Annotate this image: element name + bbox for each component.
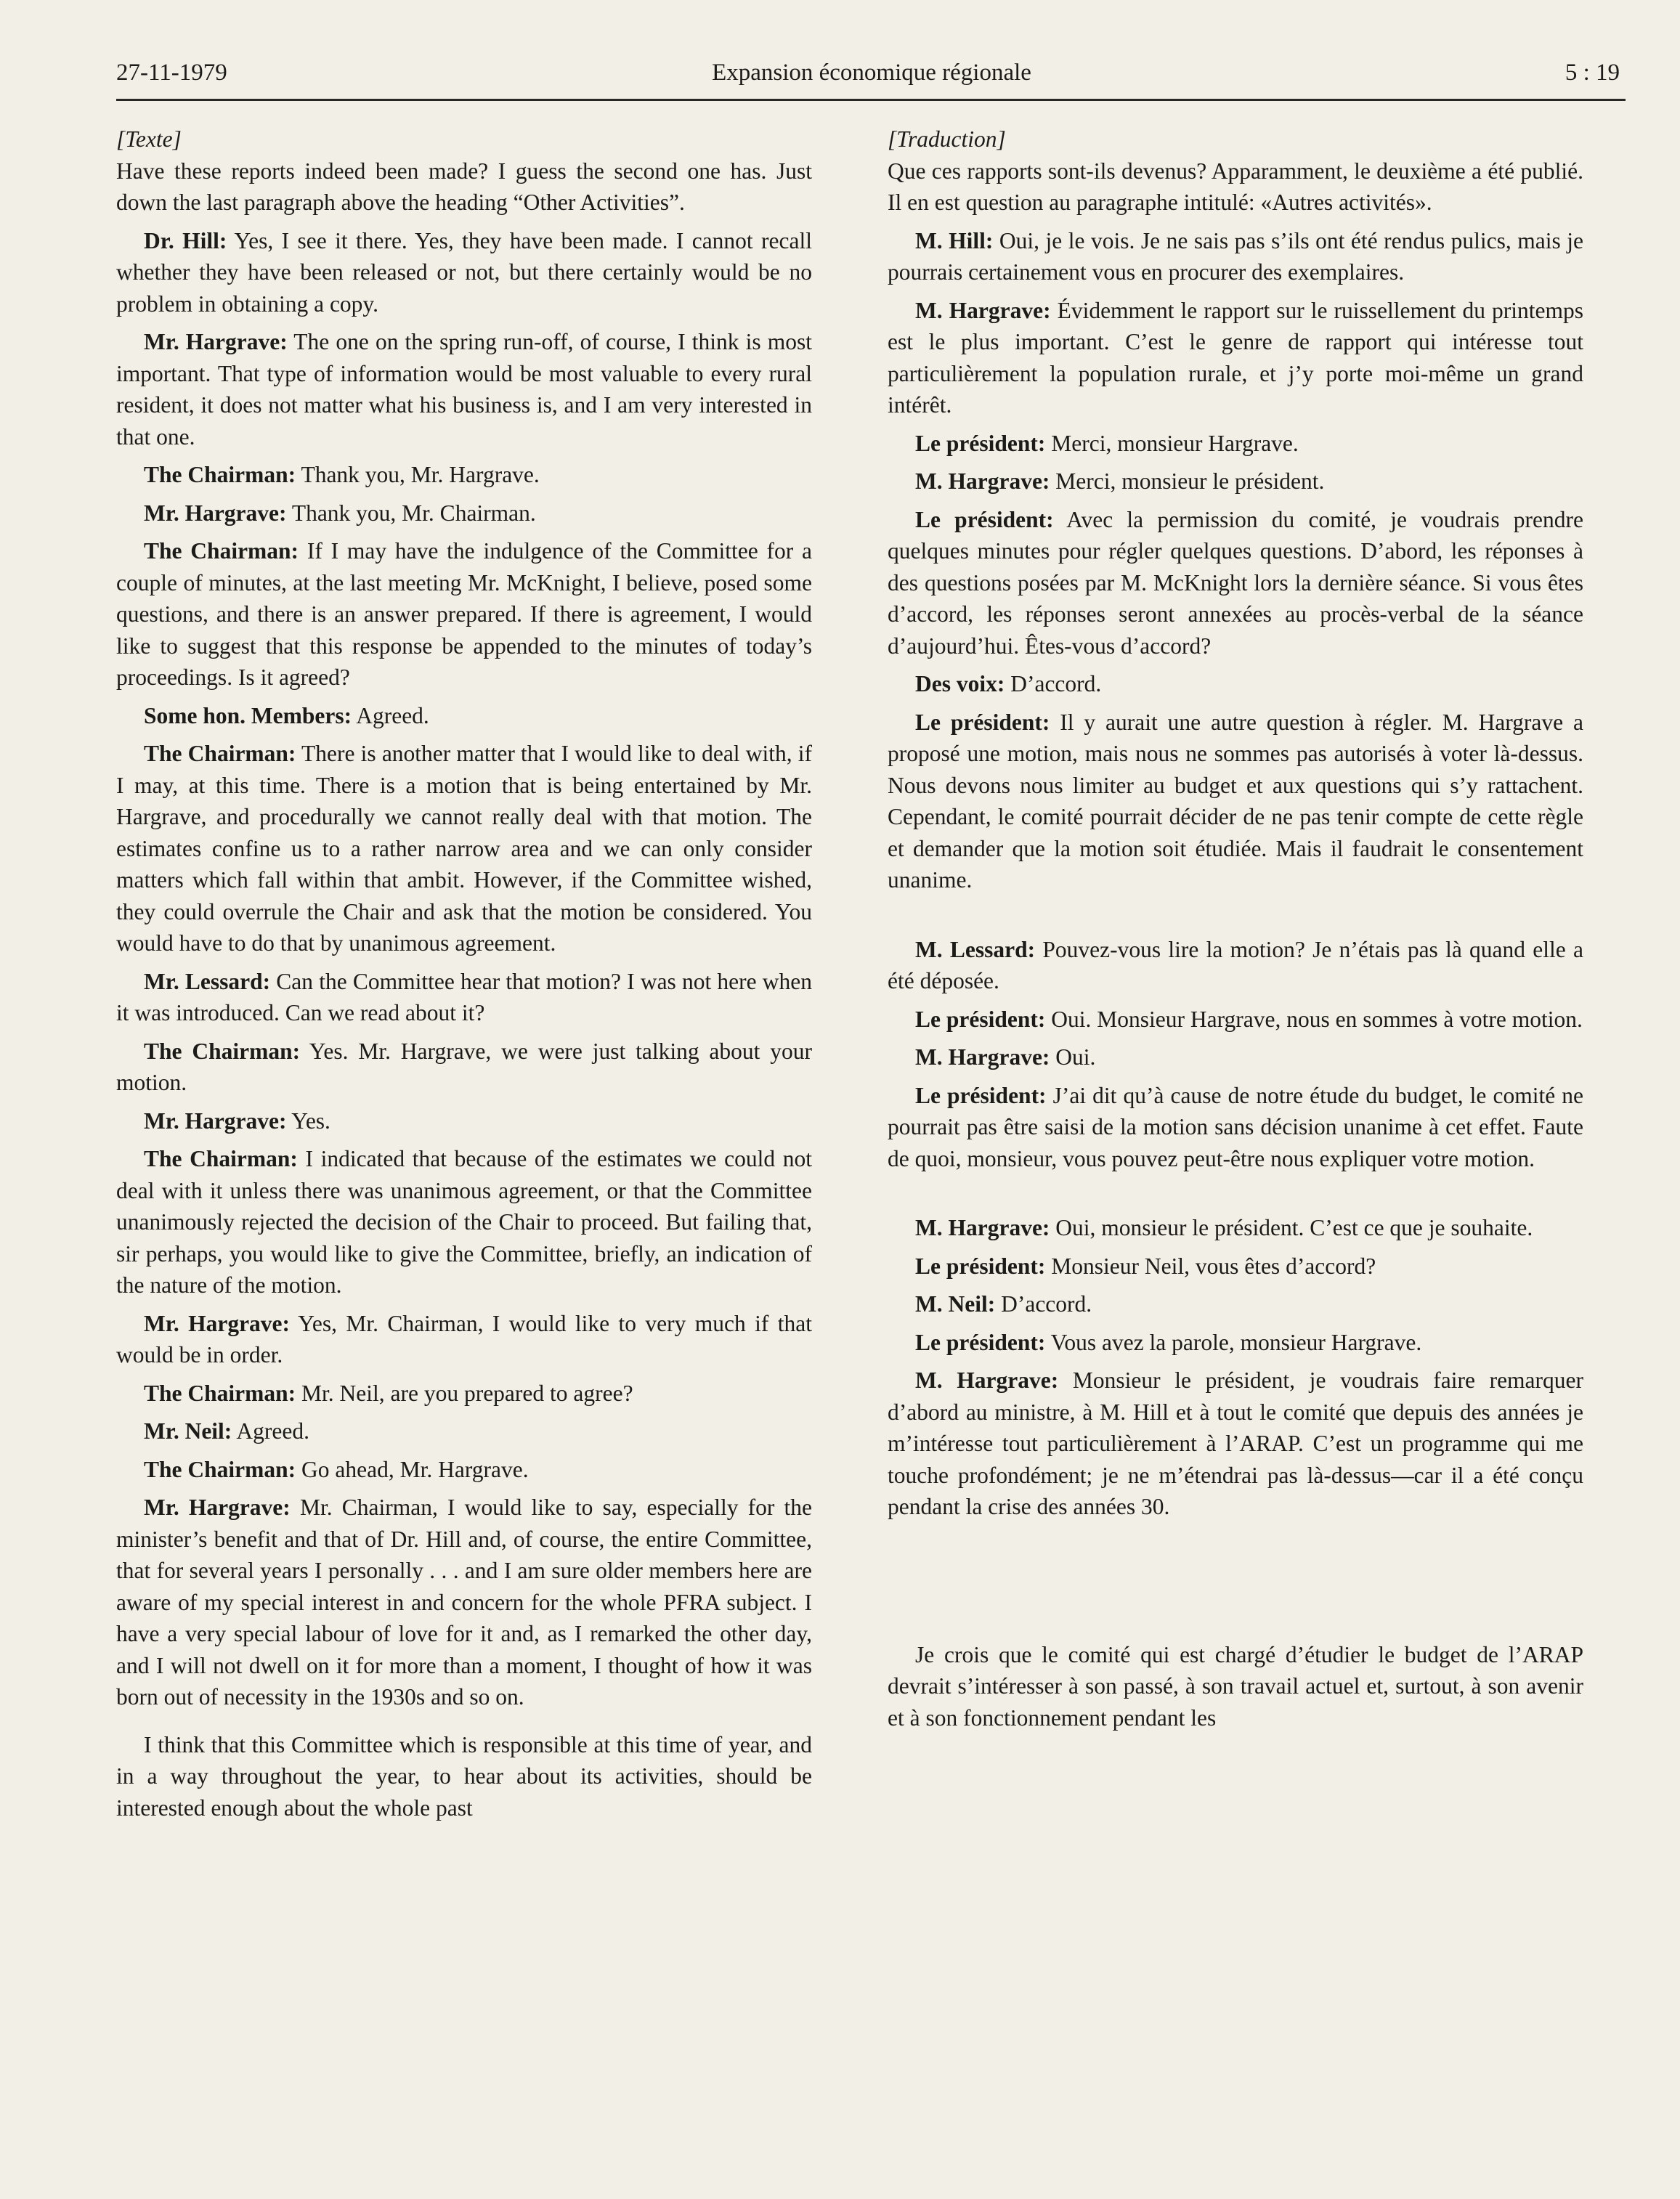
paragraph: Some hon. Members: Agreed. [144,702,429,728]
paragraph: Mr. Lessard: Can the Committee hear that motion? I was not here when it was introduced. Can we read about it? [116,968,812,1025]
header-rule [116,99,1626,101]
speaker: Le président: [915,430,1046,456]
speaker: Mr. Hargrave: [144,1107,287,1134]
speaker: The Chairman: [144,1146,298,1171]
speaker: Mr. Hargrave: [144,329,288,354]
paragraph: Have these reports indeed been made? I guess the second one has. Just down the last paragraph above the heading “Other Activities”. [116,158,812,215]
speaker: Le président: [915,1253,1046,1279]
paragraph: Le président: Il y aurait une autre question à régler. M. Hargrave a proposé une motion, mais nous ne sommes pas autorisés à voter là-dessus. Nous devons nous limiter au budget et aux questions qui s’y rattachent. Cependant, le comité pourrait décider de ne pas tenir compte de cette règle et demander que la motion soit étudiée. Mais il faudrait le consentement unanime. [888,709,1584,893]
speaker: Le président: [915,1329,1046,1355]
speaker: Le président: [915,709,1050,735]
paragraph: Le président: Merci, monsieur Hargrave. [915,430,1299,456]
paragraph: Mr. Hargrave: Yes, Mr. Chairman, I would like to very much if that would be in order. [116,1310,812,1367]
english-column [116,123,812,1824]
column-label: [Traduction] [888,126,1006,152]
paragraph: M. Lessard: Pouvez-vous lire la motion? Je n’étais pas là quand elle a été déposée. [888,936,1584,993]
paragraph: The Chairman: There is another matter that I would like to deal with, if I may, at this time. There is a motion that is being entertained by Mr. Hargrave, and procedurally we cannot really deal with that motion. The estimates confine us to a rather narrow area and we can only consider matters which fall within that ambit. However, if the Committee wished, they could overrule the Chair and ask that the motion be considered. You would have to do that by unanimous agreement. [116,741,813,956]
speaker: Mr. Lessard: [144,968,271,994]
speaker: M. Neil: [915,1291,996,1317]
speaker: The Chairman: [144,462,296,487]
speaker: Le président: [915,1082,1047,1108]
speaker: Mr. Neil: [144,1418,232,1444]
speaker: M. Hargrave: [915,1215,1050,1240]
paragraph: Le président: Oui. Monsieur Hargrave, nous en sommes à votre motion. [915,1006,1583,1032]
paragraph: Je crois que le comité qui est chargé d’étudier le budget de l’ARAP devrait s’intéresser à son passé, à son travail actuel et, surtout, à son avenir et à son fonctionnement pendant les [888,1641,1583,1731]
paragraph: Dr. Hill: Yes, I see it there. Yes, they have been made. I cannot recall whether they have been released or not, but there certainly would be no problem in obtaining a copy. [116,227,812,317]
speaker: M. Hargrave: [915,1044,1050,1070]
speaker: M. Hargrave: [915,468,1050,494]
speaker: Dr. Hill: [144,227,227,253]
paragraph: Le président: Vous avez la parole, monsieur Hargrave. [915,1329,1422,1355]
speaker: Mr. Hargrave: [144,1310,291,1336]
paragraph: M. Hargrave: Évidemment le rapport sur le ruissellement du printemps est le plus important. C’est le genre de rapport qui intéresse tout particulièrement la population rurale, et j’y porte moi-même un grand intérêt. [888,297,1583,418]
paragraph: The Chairman: Thank you, Mr. Hargrave. [144,462,540,487]
paragraph: The Chairman: Mr. Neil, are you prepared to agree? [144,1380,633,1406]
speaker: The Chairman: [144,538,299,564]
paragraph: M. Hargrave: Merci, monsieur le président. [915,468,1325,494]
paragraph: M. Hargrave: Oui, monsieur le président. C’est ce que je souhaite. [915,1215,1533,1240]
speaker: Le président: [915,506,1054,532]
speaker: M. Hargrave: [915,297,1051,323]
speaker: Le président: [915,1006,1046,1032]
speaker: The Chairman: [144,1380,296,1406]
header-date: 27-11-1979 [116,60,227,86]
speaker: Mr. Hargrave: [144,1495,291,1520]
paragraph: Mr. Hargrave: Mr. Chairman, I would like to say, especially for the minister’s benefit and that of Dr. Hill and, of course, the entire Committee, that for several years I personally . . . and I am sure older members here are aware of my special interest in and concern for the whole PFRA subject. I have a very special labour of love for it and, as I remarked the other day, and I will not dwell on it for more than a moment, I thought of how it was born out of necessity in the 1930s and so on. [116,1495,812,1710]
header-title: Expansion économique régionale [712,60,1031,86]
paragraph: Mr. Neil: Agreed. [144,1418,310,1444]
paragraph: Que ces rapports sont-ils devenus? Apparamment, le deuxième a été publié. Il en est question au paragraphe intitulé: «Autres activités». [888,158,1583,215]
header-page-number: 5 : 19 [1565,60,1620,86]
page-header [116,60,1627,100]
paragraph: Mr. Hargrave: Thank you, Mr. Chairman. [144,500,536,526]
paragraph: M. Neil: D’accord. [915,1291,1092,1317]
paragraph: Le président: Avec la permission du comité, je voudrais prendre quelques minutes pour régler quelques questions. D’abord, les réponses à des questions posées par M. McKnight lors la dernière séance. Si vous êtes d’accord, les réponses seront annexées au procès-verbal de la séance d’aujourd’hui. Êtes-vous d’accord? [888,506,1584,659]
speaker: Des voix: [915,671,1005,696]
speaker: M. Hill: [915,227,994,253]
paragraph: Le président: Monsieur Neil, vous êtes d’accord? [915,1253,1376,1279]
speaker: Some hon. Members: [144,702,352,728]
paragraph: Des voix: D’accord. [915,671,1102,696]
paragraph: M. Hargrave: Oui. [915,1044,1096,1070]
paragraph: Mr. Hargrave: Yes. [144,1107,330,1134]
paragraph: M. Hargrave: Monsieur le président, je voudrais faire remarquer d’abord au ministre, à M. Hill et à tout le comité que depuis des années je m’intéresse tout particulièrement à l’ARAP. C’est un programme qui me touche profondément; je ne m’étendrai pas là-dessus—car il a été conçu pendant la crise des années 30. [888,1367,1584,1519]
paragraph: The Chairman: If I may have the indulgence of the Committee for a couple of minutes, at the last meeting Mr. McKnight, I believe, posed some questions, and there is an answer prepared. If there is agreement, I would like to suggest that this response be appended to the minutes of today’s proceedings. Is it agreed? [116,538,813,690]
column-label: [Texte] [116,126,182,152]
paragraph: M. Hill: Oui, je le vois. Je ne sais pas s’ils ont été rendus pulics, mais je pourrais certainement vous en procurer des exemplaires. [888,227,1583,285]
speaker: The Chairman: [144,1038,301,1064]
speaker: The Chairman: [144,741,296,766]
french-column [888,123,1583,1733]
paragraph: The Chairman: I indicated that because of the estimates we could not deal with it unless there was unanimous agreement, or that the Committee unanimously rejected the decision of the Chair to proceed. But failing that, sir perhaps, you would like to give the Committee, briefly, an indication of the nature of the motion. [116,1146,813,1298]
speaker: Mr. Hargrave: [144,500,287,526]
speaker: M. Hargrave: [915,1367,1059,1393]
paragraph: The Chairman: Yes. Mr. Hargrave, we were just talking about your motion. [116,1038,812,1095]
paragraph: I think that this Committee which is responsible at this time of year, and in a way throughout the year, to hear about its activities, should be interested enough about the whole past [116,1731,812,1821]
speaker: M. Lessard: [915,936,1036,962]
speaker: The Chairman: [144,1456,296,1482]
paragraph: The Chairman: Go ahead, Mr. Hargrave. [144,1456,529,1482]
paragraph: Mr. Hargrave: The one on the spring run-off, of course, I think is most important. That type of information would be most valuable to every rural resident, it does not matter what his business is, and I am very interested in that one. [116,329,812,450]
paragraph: Le président: J’ai dit qu’à cause de notre étude du budget, le comité ne pourrait pas être saisi de la motion sans décision unanime à cet effet. Faute de quoi, monsieur, vous pouvez peut-être nous expliquer votre motion. [888,1082,1583,1171]
